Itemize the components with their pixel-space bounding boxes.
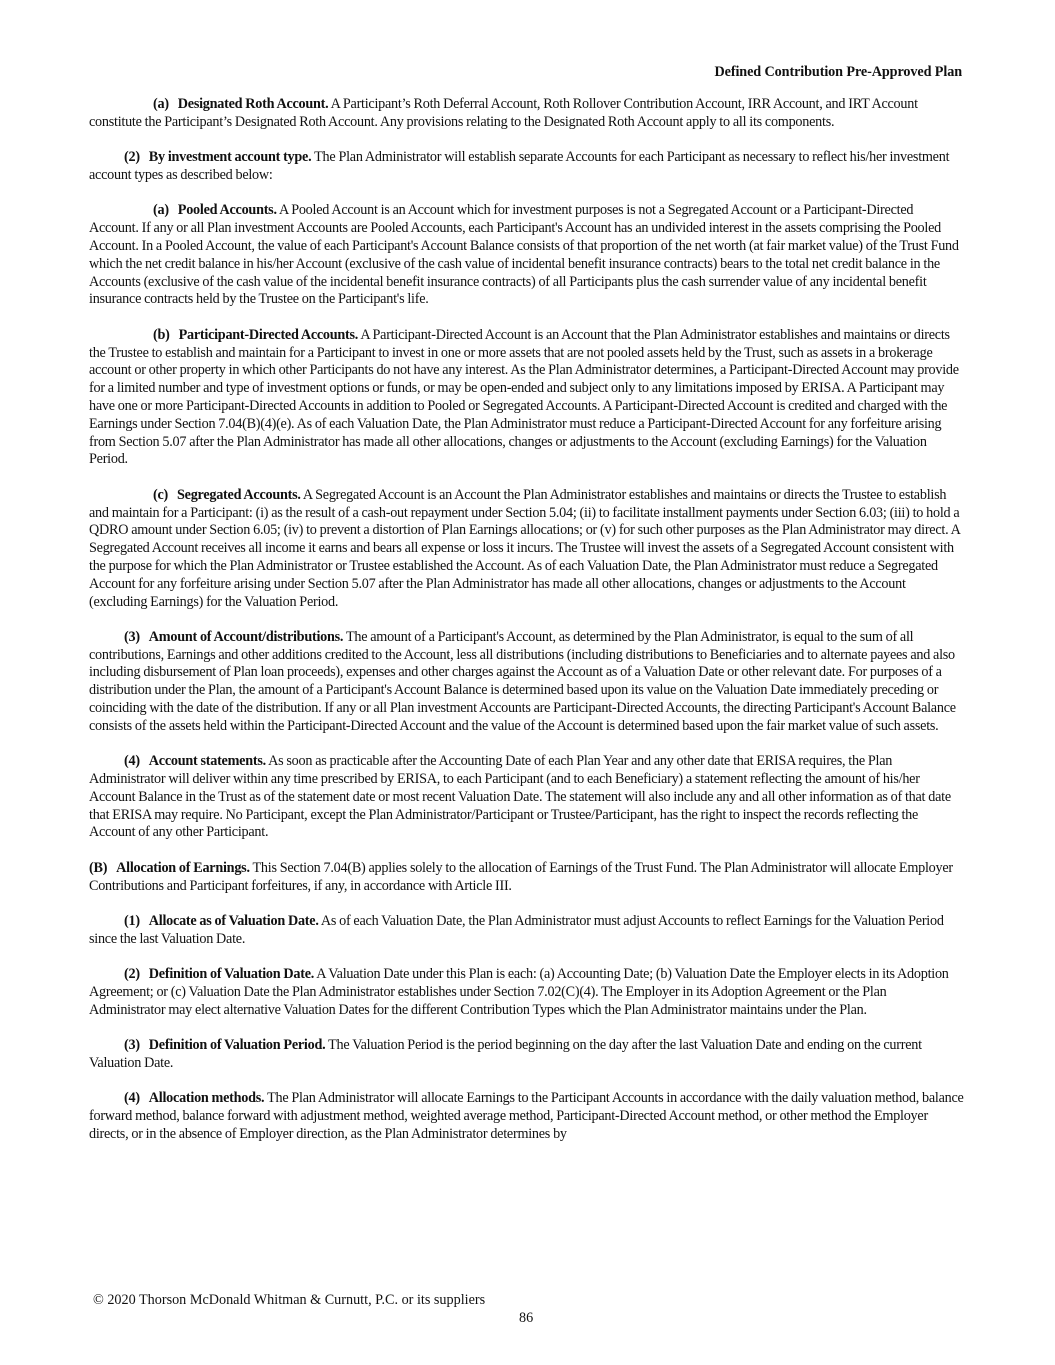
paragraph-pooled-accounts (89, 202, 964, 309)
paragraph-marker: (1) (124, 913, 140, 930)
paragraph-text: The Plan Administrator will establish separate Accounts for each Participant as necessary to reflect his/her investment account types as described below: (89, 149, 950, 183)
document-body (89, 96, 964, 1144)
paragraph-heading: Allocation methods. (148, 1090, 265, 1107)
paragraph-marker: (2) (124, 966, 140, 983)
paragraph-heading: Designated Roth Account. (177, 96, 329, 112)
paragraph-allocation-methods (89, 1090, 964, 1143)
paragraph-heading: Allocation of Earnings. (116, 859, 250, 876)
paragraph-marker: (4) (124, 753, 140, 770)
paragraph-heading: Participant-Directed Accounts. (178, 326, 359, 343)
paragraph-text: As of each Valuation Date, the Plan Administrator must adjust Accounts to reflect Earnings for the Valuation Period since the last Valuation Date. (89, 913, 944, 947)
paragraph-heading: By investment account type. (148, 149, 312, 166)
page-number: 86 (519, 1310, 534, 1326)
paragraph-marker: (3) (124, 1037, 140, 1054)
paragraph-marker: (4) (124, 1090, 140, 1107)
paragraph-account-statements (89, 753, 964, 842)
footer-copyright: © 2020 Thorson McDonald Whitman & Curnutt, P.C. or its suppliers (93, 1292, 486, 1308)
paragraph-text: A Pooled Account is an Account which for investment purposes is not a Segregated Account or a Participant-Directed Account. If any or all Plan investment Accounts are Pooled Accounts, each Participant's Account has an undivided interest in the assets comprising the Pooled Account. In a Pooled Account, the value of each Participant's Account Balance consists of that proportion of the net worth (at fair market value) of the Trust Fund which the net credit balance in his/her Account (exclusive of the cash value of incidental benefit insurance contracts) bears to the total net credit balance in the Accounts (exclusive of the cash value of the incidental benefit insurance contracts) of all Participants plus the cash surrender value of any incidental benefit insurance contracts held by the Trustee on the Participant's life. (89, 202, 959, 308)
paragraph-marker: (c) (153, 486, 168, 503)
paragraph-text: As soon as practicable after the Accounting Date of each Plan Year and any other date that ERISA requires, the Plan Administrator will deliver within any time prescribed by ERISA, to each Participant (and to each Beneficiary) a statement reflecting the amount of his/her Account Balance in the Trust as of the statement date or most recent Valuation Date. The statement will also include any and all other information as of that date that ERISA may require. No Participant, except the Plan Administrator/Participant or Trustee/Participant, has the right to inspect the records reflecting the Account of any other Participant. (89, 753, 951, 841)
paragraph-marker: (b) (153, 326, 170, 343)
paragraph-text: A Valuation Date under this Plan is each: (a) Accounting Date; (b) Valuation Date the Employer elects in its Adoption Agreement; or (c) Valuation Date the Plan Administrator establishes under Section 7.02(C)(4). The Employer in its Adoption Agreement or the Plan Administrator may elect alternative Valuation Dates for the different Contribution Types which the Plan Administrator maintains under the Plan. (89, 966, 949, 1018)
paragraph-text: The Valuation Period is the period beginning on the day after the last Valuation Date and ending on the current Valuation Date. (89, 1037, 922, 1071)
paragraph-marker: (3) (124, 628, 140, 645)
paragraph-text: A Segregated Account is an Account the Plan Administrator establishes and maintains or directs the Trustee to establish and maintain for a Participant: (i) as the result of a cash-out repayment under Section 5.04; (ii) to facilitate installment payments under Section 6.03; (iii) to hold a QDRO amount under Section 6.05; (iv) to prevent a distortion of Plan Earnings allocations; or (v) for such other purposes as the Plan Administrator may direct. A Segregated Account receives all income it earns and bears all expense or loss it incurs. The Trustee will invest the assets of a Segregated Account consistent with the purpose for which the Plan Administrator or Trustee established the Account. As of each Valuation Date, the Plan Administrator must reduce a Segregated Account for any forfeiture arising under Section 5.07 after the Plan Administrator has made all other allocations, changes or adjustments to the Account (excluding Earnings) for the Valuation Period. (89, 486, 960, 610)
paragraph-heading: Definition of Valuation Period. (148, 1037, 326, 1054)
paragraph-text: This Section 7.04(B) applies solely to the allocation of Earnings of the Trust Fund. The Plan Administrator will allocate Employer Contributions and Participant forfeitures, if any, in accordance with Article III. (89, 859, 953, 894)
paragraph-definition-of-valuation-date (89, 966, 964, 1019)
paragraph-heading: Account statements. (148, 753, 266, 770)
paragraph-allocation-of-earnings (89, 860, 964, 896)
paragraph-text: The Plan Administrator will allocate Earnings to the Participant Accounts in accordance with the daily valuation method, balance forward method, balance forward with adjustment method, weighted average method, Participant-Directed Account method, or other method the Employer directs, or in the absence of Employer direction, as the Plan Administrator determines by (89, 1090, 964, 1142)
paragraph-marker: (a) (153, 202, 169, 219)
paragraph-marker: (B) (89, 859, 108, 876)
paragraph-text: The amount of a Participant's Account, as determined by the Plan Administrator, is equal to the sum of all contributions, Earnings and other additions credited to the Account, less all distributions (including distributions to Beneficiaries and to alternate payees and also including disbursement of Plan loan proceeds), expenses and other charges against the Account as of a Valuation Date or other relevant date. For purposes of a distribution under the Plan, the amount of a Participant's Account Balance is determined based upon its value on the Valuation Date immediately preceding or coinciding with the date of the distribution. If any or all Plan investment Accounts are Participant-Directed Accounts, the directing Participant's Account Balance consists of the assets held within the Participant-Directed Account and the value of the Account is determined based upon the fair market value of such assets. (89, 628, 956, 734)
paragraph-definition-of-valuation-period (89, 1037, 964, 1073)
paragraph-amount-of-account (89, 629, 964, 736)
paragraph-heading: Pooled Accounts. (177, 202, 277, 219)
paragraph-designated-roth-account (89, 96, 964, 132)
paragraph-heading: Definition of Valuation Date. (148, 966, 315, 983)
paragraph-heading: Amount of Account/distributions. (148, 628, 344, 645)
document-header-title: Defined Contribution Pre-Approved Plan (714, 64, 962, 80)
paragraph-by-investment-account-type (89, 149, 964, 185)
paragraph-segregated-accounts (89, 487, 964, 612)
paragraph-heading: Allocate as of Valuation Date. (148, 913, 319, 930)
paragraph-marker: (a) (153, 96, 169, 112)
paragraph-heading: Segregated Accounts. (177, 486, 301, 503)
paragraph-text: A Participant-Directed Account is an Account that the Plan Administrator establishes and maintains or directs the Trustee to establish and maintain for a Participant to invest in one or more assets that are not pooled assets held by the Trust, such as assets in a brokerage account or other property in which other Participants do not have any interest. As the Plan Administrator determines, a Participant-Directed Account may provide for a limited number and type of investment options or funds, or may be open-ended and subject only to any limitations imposed by ERISA. A Participant may have one or more Participant-Directed Accounts in addition to Pooled or Segregated Accounts. A Participant-Directed Account is credited and charged with the Earnings under Section 7.04(B)(4)(e). As of each Valuation Date, the Plan Administrator must reduce a Participant-Directed Account for any forfeiture arising from Section 5.07 after the Plan Administrator has made all other allocations, changes or adjustments to the Account (excluding Earnings) for the Valuation Period. (89, 326, 959, 468)
paragraph-allocate-as-of-valuation-date (89, 913, 964, 949)
paragraph-marker: (2) (124, 149, 140, 166)
paragraph-text: A Participant’s Roth Deferral Account, Roth Rollover Contribution Account, IRR Account, and IRT Account constitute the Participant’s Designated Roth Account. Any provisions relating to the Designated Roth Account apply to all its components. (89, 96, 918, 130)
paragraph-participant-directed-accounts (89, 327, 964, 469)
